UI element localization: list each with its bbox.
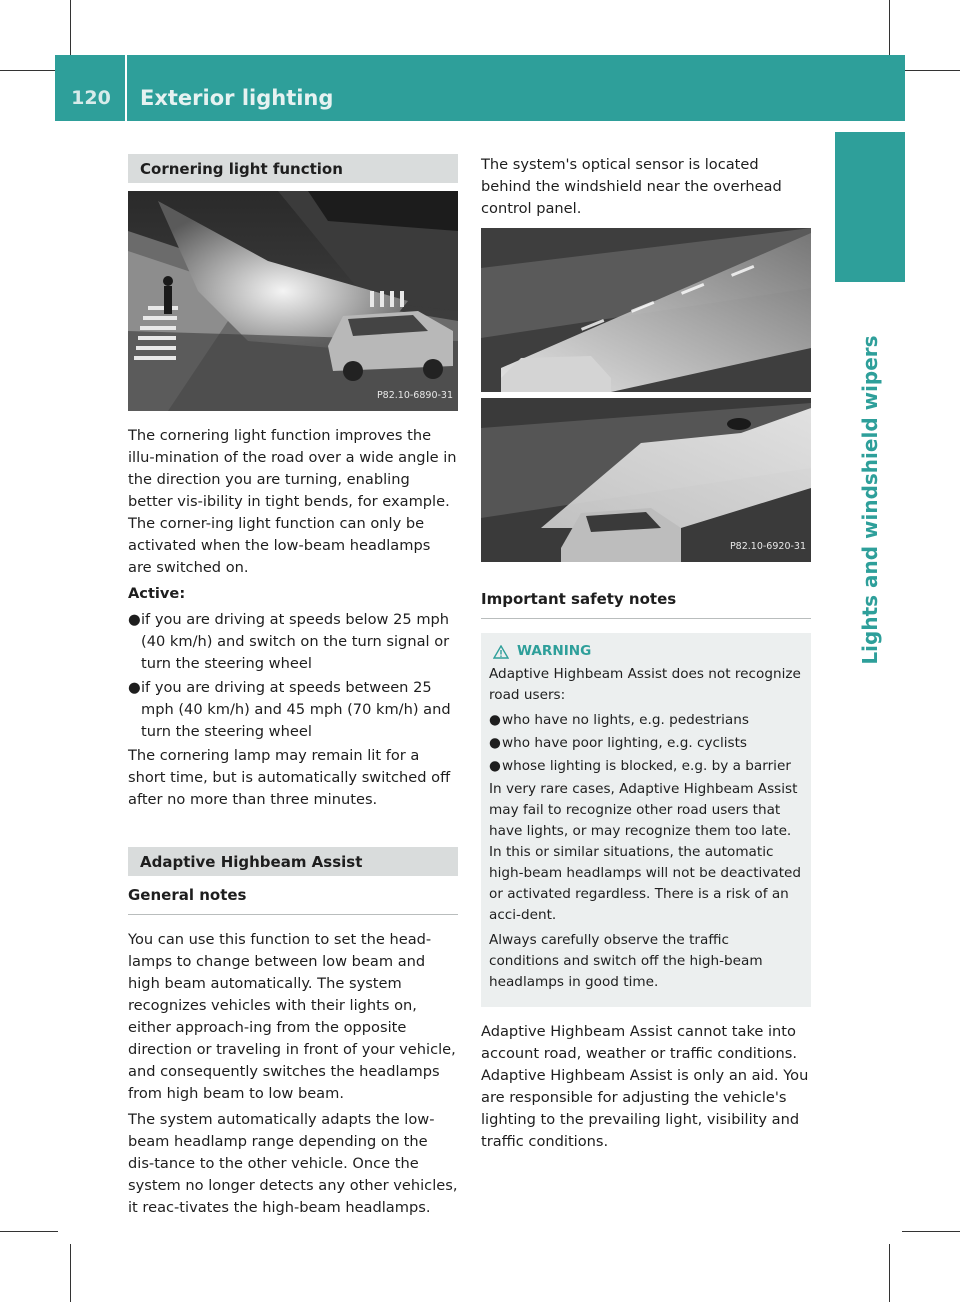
list-item: [128, 677, 458, 743]
crop-mark: [0, 70, 58, 71]
crop-mark: [902, 70, 960, 71]
section-heading-highbeam: Adaptive Highbeam Assist: [128, 847, 458, 876]
page-number: 120: [71, 87, 111, 109]
list-item: [489, 710, 803, 731]
highbeam-para-1: You can use this function to set the head-lamps to change between low beam and high beam automatically. The system recognizes vehicles with their lights on, either approach-ing from the opposite direction or traveling in front of your vehicle, and consequently switches the headlamps from high beam to low beam.: [128, 931, 456, 1102]
section-heading-cornering: Cornering light function: [128, 154, 458, 183]
right-column: [481, 154, 811, 1157]
warning-header: [489, 641, 803, 662]
warning-box: [481, 633, 811, 1007]
header-separator: [125, 55, 127, 121]
crop-mark: [902, 1231, 960, 1232]
list-item: [128, 609, 458, 675]
bullet-icon: ●: [128, 679, 141, 696]
warning-para-2: Always carefully observe the traffic conditions and switch off the high-beam headlamps in good time.: [489, 932, 763, 990]
warning-intro: Adaptive Highbeam Assist does not recognize road users:: [489, 666, 801, 703]
bullet-icon: ●: [489, 735, 501, 751]
warning-title: WARNING: [517, 643, 592, 659]
cornering-intro: The cornering light function improves the illu-mination of the road over a wide angle in the direction you are turning, enabling better vis-ibility in tight bends, for example. The corner-ing light function can only be activated when the low-beam headlamps are switched on.: [128, 427, 457, 576]
bullet-icon: ●: [128, 611, 141, 628]
figure-label: P82.10-6920-31: [729, 541, 806, 552]
list-item-text: who have poor lighting, e.g. cyclists: [502, 735, 748, 751]
highbeam-illustration: [481, 228, 811, 562]
crop-mark: [889, 0, 890, 58]
crop-mark: [889, 1244, 890, 1302]
active-label: Active:: [128, 585, 186, 602]
bullet-icon: ●: [489, 758, 501, 774]
list-item: [489, 733, 803, 754]
list-item-text: if you are driving at speeds between 25 mph (40 km/h) and 45 mph (70 km/h) and turn the steering wheel: [141, 679, 451, 740]
list-item-text: who have no lights, e.g. pedestrians: [502, 712, 749, 728]
crop-mark: [70, 1244, 71, 1302]
warning-triangle-icon: [493, 645, 509, 659]
bullet-icon: ●: [489, 712, 501, 728]
list-item: [489, 756, 803, 777]
list-item-text: if you are driving at speeds below 25 mph (40 km/h) and switch on the turn signal or turn the steering wheel: [141, 611, 450, 672]
list-item-text: whose lighting is blocked, e.g. by a barrier: [502, 758, 791, 774]
chapter-title: Lights and windshield wipers: [858, 335, 882, 665]
highbeam-figure: [481, 228, 811, 562]
left-column: [128, 154, 458, 1223]
highbeam-para-2: The system automatically adapts the low-beam headlamp range depending on the dis-tance to the other vehicle. Once the system no longer detects any other vehicles, it reac-tivates the high-beam headlamps.: [128, 1111, 458, 1216]
cornering-light-figure: [128, 191, 458, 411]
subheading-general-notes: General notes: [128, 884, 458, 915]
figure-label: P82.10-6890-31: [376, 390, 453, 401]
sensor-text: The system's optical sensor is located behind the windshield near the overhead control panel.: [481, 156, 782, 217]
cornering-light-illustration: [128, 191, 458, 411]
safety-closing: Adaptive Highbeam Assist cannot take into account road, weather or traffic conditions. Adaptive Highbeam Assist is only an aid. You are responsible for adjusting the vehicle's lighting to the prevailing light, visibility and traffic conditions.: [481, 1023, 809, 1150]
crop-mark: [0, 1231, 58, 1232]
cornering-outro: The cornering lamp may remain lit for a short time, but is automatically switched off after no more than three minutes.: [128, 747, 451, 808]
subheading-safety-notes: Important safety notes: [481, 588, 811, 619]
crop-mark: [70, 0, 71, 58]
page-title: Exterior lighting: [140, 86, 334, 110]
chapter-tab: [835, 132, 905, 282]
warning-para-1: In very rare cases, Adaptive Highbeam Assist may fail to recognize other road users that have lights, or may recognize them too late. In this or similar situations, the automatic high-beam headlamps will not be deactivated or activated regardless. There is a risk of an acci-dent.: [489, 781, 802, 923]
